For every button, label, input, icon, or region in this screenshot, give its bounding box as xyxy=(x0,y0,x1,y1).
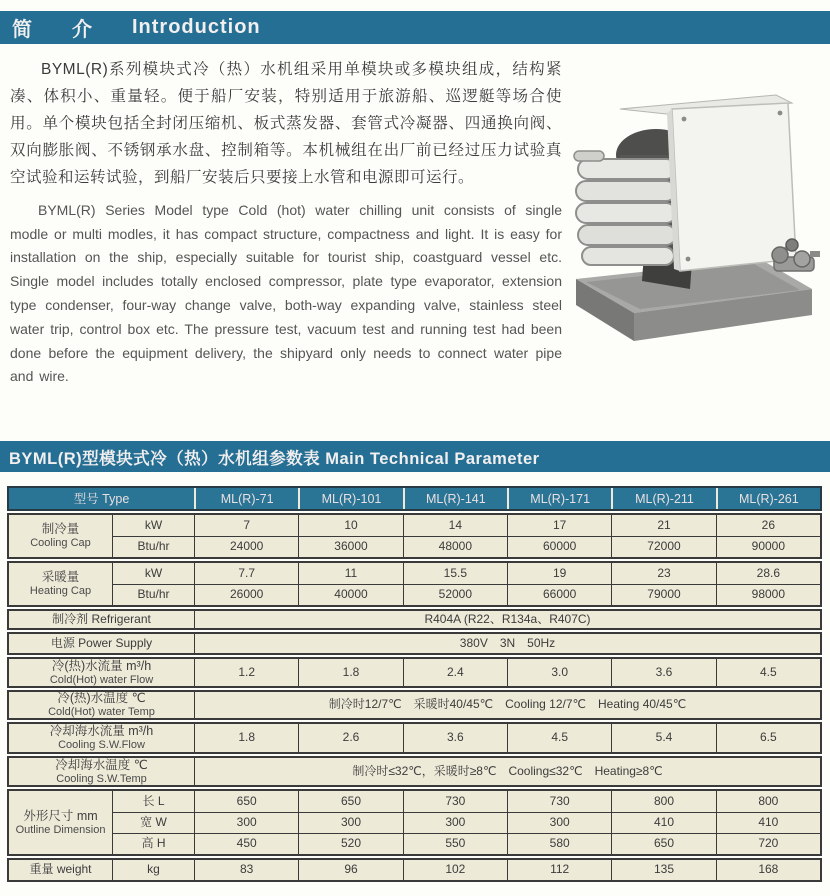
water-flow-label: 冷(热)水流量 m³/h Cold(Hot) water Flow xyxy=(49,658,154,686)
value-cell: 66000 xyxy=(507,584,611,605)
value-cell: 4.5 xyxy=(507,724,611,752)
value-cell: 19 xyxy=(507,563,611,584)
value-cell: 23 xyxy=(611,563,715,584)
value-cell: 3.0 xyxy=(507,659,611,686)
value-cell: 60000 xyxy=(507,536,611,557)
value-cell: 26000 xyxy=(194,584,298,605)
value-cell: 72000 xyxy=(611,536,715,557)
value-cell: 10 xyxy=(298,515,402,536)
value-cell: 720 xyxy=(716,833,820,854)
unit-cell: Btu/hr xyxy=(112,584,194,605)
value-cell: 83 xyxy=(194,860,298,880)
unit-cell: kg xyxy=(112,860,194,880)
value-cell: 2.6 xyxy=(298,724,402,752)
power-supply-row xyxy=(7,632,822,655)
value-cell: 135 xyxy=(611,860,715,880)
intro-title-bar xyxy=(0,11,830,44)
model-header-cell: ML(R)-211 xyxy=(611,488,715,509)
value-cell: 450 xyxy=(194,833,298,854)
value-cell: 1.2 xyxy=(194,659,298,686)
intro-paragraph-en: BYML(R) Series Model type Cold (hot) water chilling unit consists of single modle or multi modles, it has compact structure, compactness and light. It is easy for installation on the ship, especially suitable for tourist ship, coastguard vessel etc. Single model includes totally enclosed compressor, plate type evaporator, extension type condenser, four-way change valve, both-way expanding valve, stainless steel water trip, control box etc. The pressure test, vacuum test and running test had been done before the equipment delivery, the shipyard only needs to connect water pipe and wire. xyxy=(10,201,562,385)
value-cell: 650 xyxy=(298,791,402,812)
value-cell: 520 xyxy=(298,833,402,854)
seawater-temp-value: 制冷时≤32℃，采暖时≥8℃ Cooling≤32℃ Heating≥8℃ xyxy=(194,758,820,785)
value-cell: 300 xyxy=(194,812,298,833)
value-cell: 410 xyxy=(716,812,820,833)
catalog-page xyxy=(0,11,830,896)
value-cell: 40000 xyxy=(298,584,402,605)
condenser-coils xyxy=(574,151,676,265)
params-title-bar xyxy=(0,441,830,472)
value-cell: 98000 xyxy=(716,584,820,605)
cooling-capacity-rows xyxy=(7,513,822,559)
value-cell: 36000 xyxy=(298,536,402,557)
value-cell: 90000 xyxy=(716,536,820,557)
model-header-cell: ML(R)-261 xyxy=(716,488,820,509)
model-header-cell: ML(R)-171 xyxy=(507,488,611,509)
value-cell: 7.7 xyxy=(194,563,298,584)
table-header-row xyxy=(7,486,822,511)
weight-label: 重量 weight xyxy=(29,862,92,877)
intro-title-en: Introduction xyxy=(132,16,261,38)
heating-capacity-rows xyxy=(7,561,822,607)
dimensions-rows xyxy=(7,789,822,856)
value-cell: 48000 xyxy=(403,536,507,557)
value-cell: 26 xyxy=(716,515,820,536)
unit-cell: Btu/hr xyxy=(112,536,194,557)
value-cell: 800 xyxy=(716,791,820,812)
value-cell: 5.4 xyxy=(611,724,715,752)
value-cell: 52000 xyxy=(403,584,507,605)
value-cell: 730 xyxy=(403,791,507,812)
power-supply-label: 电源 Power Supply xyxy=(50,635,153,650)
refrigerant-value: R404A (R22、R134a、R407C) xyxy=(194,611,820,628)
value-cell: 300 xyxy=(298,812,402,833)
value-cell: 1.8 xyxy=(194,724,298,752)
cooling-label: 制冷量 Cooling Cap xyxy=(30,522,91,550)
water-temp-label: 冷(热)水温度 ℃ Cold(Hot) water Temp xyxy=(48,691,155,719)
seawater-flow-label: 冷却海水流量 m³/h Cooling S.W.Flow xyxy=(49,724,154,752)
water-temp-value: 制冷时12/7℃ 采暖时40/45℃ Cooling 12/7℃ Heating 40/45℃ xyxy=(194,692,820,718)
value-cell: 7 xyxy=(194,515,298,536)
value-cell: 17 xyxy=(507,515,611,536)
model-header-cell: ML(R)-71 xyxy=(194,488,298,509)
value-cell: 1.8 xyxy=(298,659,402,686)
value-cell: 2.4 xyxy=(403,659,507,686)
value-cell: 3.6 xyxy=(611,659,715,686)
seawater-temp-label: 冷却海水温度 ℃ Cooling S.W.Temp xyxy=(55,757,148,785)
refrigerant-label: 制冷剂 Refrigerant xyxy=(52,611,151,626)
value-cell: 14 xyxy=(403,515,507,536)
value-cell: 300 xyxy=(507,812,611,833)
control-box xyxy=(667,103,796,271)
params-title: BYML(R)型模块式冷（热）水机组参数表 Main Technical Parameter xyxy=(9,449,540,468)
seawater-temp-row xyxy=(7,756,822,787)
value-cell: 650 xyxy=(611,833,715,854)
intro-paragraph-cn: BYML(R)系列模块式冷（热）水机组采用单模块或多模块组成，结构紧凑、体积小、重量轻。便于船厂安装，特别适用于旅游船、巡逻艇等场合使用。单个模块包括全封闭压缩机、板式蒸发器、套管式冷凝器、四通换向阀、双向膨胀阀、不锈钢承水盘、控制箱等。本机械组在出厂前已经过压力试验真空试验和运转试验，到船厂安装后只要接上水管和电源即可运行。 xyxy=(10,61,562,186)
model-header-cell: ML(R)-101 xyxy=(298,488,402,509)
product-photo-column xyxy=(562,51,824,432)
unit-cell: kW xyxy=(112,515,194,536)
value-cell: 3.6 xyxy=(403,724,507,752)
value-cell: 550 xyxy=(403,833,507,854)
unit-cell: 宽 W xyxy=(112,812,194,833)
value-cell: 96 xyxy=(298,860,402,880)
product-photo xyxy=(564,63,822,349)
water-temp-row xyxy=(7,690,822,720)
value-cell: 410 xyxy=(611,812,715,833)
refrigerant-row xyxy=(7,609,822,630)
value-cell: 28.6 xyxy=(716,563,820,584)
unit-cell: kW xyxy=(112,563,194,584)
dimensions-label: 外形尺寸 mm Outline Dimension xyxy=(15,808,106,836)
type-header-cell: 型号 Type xyxy=(73,491,130,506)
value-cell: 21 xyxy=(611,515,715,536)
value-cell: 650 xyxy=(194,791,298,812)
unit-cell: 长 L xyxy=(112,791,194,812)
model-header-cell: ML(R)-141 xyxy=(403,488,507,509)
intro-title-cn: 简 介 xyxy=(12,19,102,41)
water-flow-row xyxy=(7,657,822,688)
value-cell: 4.5 xyxy=(716,659,820,686)
seawater-flow-row xyxy=(7,722,822,754)
value-cell: 15.5 xyxy=(403,563,507,584)
value-cell: 102 xyxy=(403,860,507,880)
unit-cell: 高 H xyxy=(112,833,194,854)
heating-label: 采暖量 Heating Cap xyxy=(29,570,92,598)
intro-text-column xyxy=(10,51,562,432)
value-cell: 11 xyxy=(298,563,402,584)
value-cell: 800 xyxy=(611,791,715,812)
value-cell: 6.5 xyxy=(716,724,820,752)
power-supply-value: 380V 3N 50Hz xyxy=(194,634,820,653)
value-cell: 168 xyxy=(716,860,820,880)
value-cell: 112 xyxy=(507,860,611,880)
value-cell: 24000 xyxy=(194,536,298,557)
params-table xyxy=(7,486,822,882)
value-cell: 730 xyxy=(507,791,611,812)
intro-section xyxy=(0,44,830,432)
weight-row xyxy=(7,858,822,882)
value-cell: 79000 xyxy=(611,584,715,605)
value-cell: 580 xyxy=(507,833,611,854)
value-cell: 300 xyxy=(403,812,507,833)
